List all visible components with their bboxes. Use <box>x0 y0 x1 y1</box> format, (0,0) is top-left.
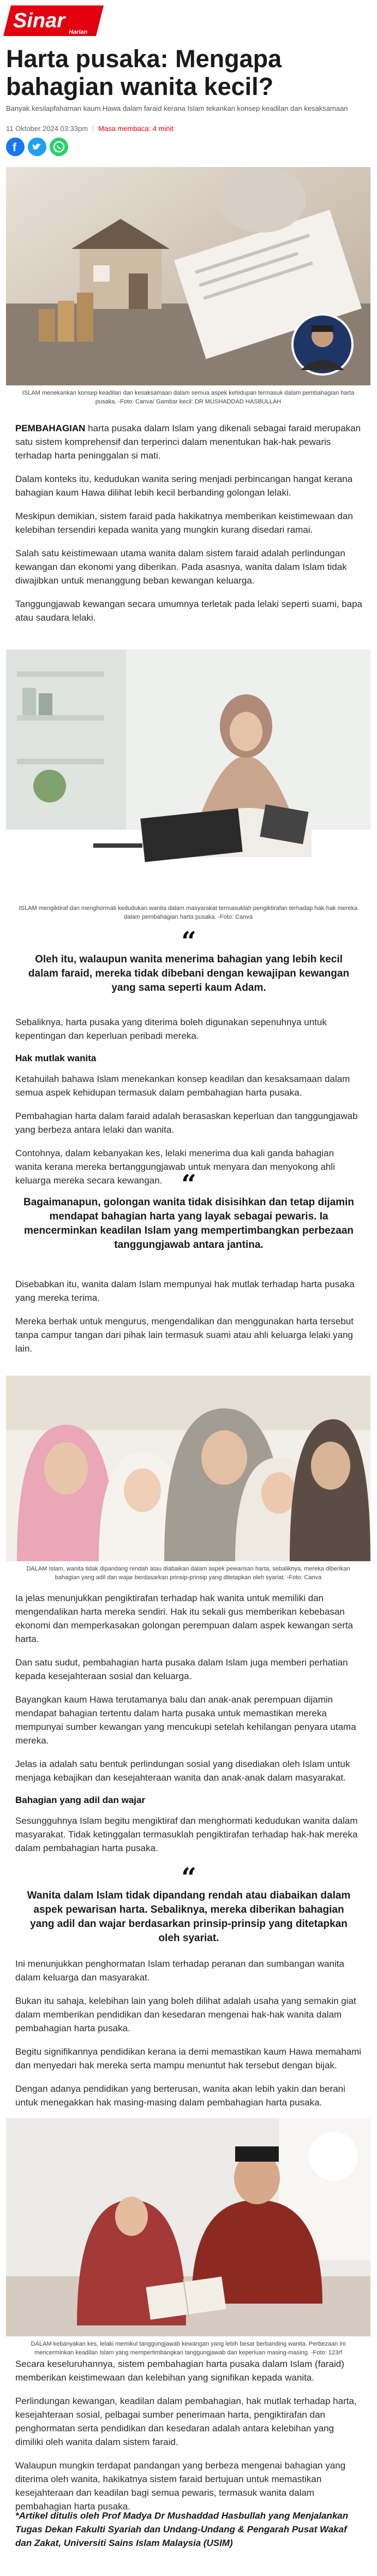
twitter-share-button[interactable] <box>28 138 46 156</box>
paragraph: Contohnya, dalam kebanyakan kes, lelaki menerima dua kali ganda bahagian wanita kerana mereka bertanggungjawab untuk menyara dan menyokong ahli keluarga mereka secara kewangan. <box>15 1148 335 1186</box>
publish-date: 11 Oktober 2024 03:33pm <box>6 124 88 133</box>
body-section-4 <box>15 1591 362 1865</box>
photo-father-daughter-reading <box>6 2118 370 2336</box>
paragraph: Perlindungan kewangan, keadilan dalam pembahagian, hak mutlak terhadap harta, kesejahteraan sosial, pelbagai sumber penerimaan harta, pengiktirafan dan penghormatan serta pendidikan dan kesedaran adalah antara kelebihan yang dimiliki oleh wanita dalam sistem faraid. <box>15 2396 357 2447</box>
paragraph: Dan satu sudut, pembahagian harta pusaka dalam Islam juga memberi perhatian kepada kesejahteraan sosial dan keluarga. <box>15 1657 348 1681</box>
paragraph: Ketahuilah bahawa Islam menekankan konsep keadilan dan kesaksamaan dalam semua aspek kehidupan termasuk dalam pembahagian harta pusaka. <box>15 1074 350 1098</box>
logo-text: Sinar <box>13 9 65 32</box>
sinar-harian-logo[interactable] <box>3 3 104 41</box>
section-heading: Bahagian yang adil dan wajar <box>15 1795 146 1805</box>
pull-quote <box>22 1169 356 1252</box>
paragraph: Sebaliknya, harta pusaka yang diterima boleh digunakan sepenuhnya untuk kepentingan dan keperluan peribadi mereka. <box>15 1017 327 1041</box>
paragraph: PEMBAHAGIAN harta pusaka dalam Islam yang dikenali sebagai faraid merupakan satu sistem komprehensif dan terperinci dalam menentukan hak-hak pewaris terhadap harta peninggalan si mati. <box>15 423 361 461</box>
twitter-icon <box>28 138 46 156</box>
paragraph: Tanggungjawab kewangan secara umumnya terletak pada lelaki seperti suami, bapa atau saudara lelaki. <box>15 599 362 623</box>
pull-quote <box>22 926 356 995</box>
figure-3 <box>6 1376 370 1582</box>
body-section-5 <box>15 1957 362 2119</box>
hero-photo-inheritance <box>6 167 370 385</box>
figure-caption: ISLAM mengiktiraf dan menghormati kedudukan wanita dalam masyarakat termasuklah pengiktirafan terhadap hak-hak mereka dalam pembahagian harta pusaka. -Foto: Canva <box>19 905 358 920</box>
figure-1 <box>6 167 370 406</box>
paragraph: Jelas ia adalah satu bentuk perlindungan sosial yang disediakan oleh Islam untuk menjaga kebajikan dan kesejahteraan wanita dan anak-anak dalam masyarakat. <box>15 1759 350 1783</box>
photo-woman-laptop <box>6 650 370 901</box>
figure-2 <box>6 650 370 921</box>
pull-quote <box>22 1863 356 1946</box>
body-section-3 <box>15 1277 362 1365</box>
figure-caption: DALAM kebanyakan kes, lelaki memikul tanggungjawab kewangan yang lebih besar berbanding wanita. Perbezaan ini mencerminkan keadilan Islam yang mempertimbangkan tanggungjawab dan keperluan masing-masing. -Foto: 123rf <box>31 2341 346 2356</box>
facebook-icon <box>6 138 25 156</box>
body-section-1 <box>15 421 362 634</box>
paragraph: Sesungguhnya Islam begitu mengiktiraf dan menghormati kedudukan wanita dalam masyarakat. Tidak ketinggalan termasuklah pengiktirafan terhadap hak-hak mereka dalam pembahagian harta pusaka. <box>15 1816 358 1853</box>
paragraph: Meskipun demikian, sistem faraid pada hakikatnya memberikan keistimewaan dan kelebihan tersendiri kepada wanita yang mungkin kurang disedari ramai. <box>15 511 353 535</box>
article-title: Harta pusaka: Mengapa bahagian wanita kecil? <box>6 45 282 100</box>
section-heading: Hak mutlak wanita <box>15 1053 97 1063</box>
photo-women-and-children <box>6 1376 370 1561</box>
quote-mark-icon: “ <box>181 1863 196 1893</box>
quote-mark-icon: “ <box>181 1169 196 1200</box>
paragraph: Secara keseluruhannya, sistem pembahagian harta pusaka dalam Islam (faraid) memberikan keistimewaan dan kelebihan yang signifikan kepada wanita. <box>15 2359 344 2383</box>
whatsapp-share-button[interactable] <box>50 138 68 156</box>
paragraph: Ia jelas menunjukkan pengiktirafan terhadap hak wanita untuk memiliki dan mengendalikan harta mereka sendiri. Hak itu sekali gus memberikan kebebasan ekonomi dan memperkasakan golongan perempuan dalam aspek kewangan serta harta. <box>15 1593 353 1644</box>
svg-text:f: f <box>13 141 16 154</box>
paragraph: Ini menunjukkan penghormatan Islam terhadap peranan dan sumbangan wanita dalam keluarga dan masyarakat. <box>15 1959 344 1983</box>
article-lead: Banyak kesilapfahaman kaum Hawa dalam faraid kerana Islam tekankan konsep keadilan dan kesaksamaan <box>6 104 348 112</box>
paragraph: Dengan adanya pendidikan yang berterusan, wanita akan lebih yakin dan berani untuk menegakkan hak masing-masing dalam pembahagian harta pusaka. <box>15 2084 345 2108</box>
figure-caption: DALAM Islam, wanita tidak dipandang rendah atau diabaikan dalam aspek pewarisan harta, sebaliknya, mereka diberikan bahagian yang adil dan wajar berdasarkan prinsip-prinsip yang ditetapkan oleh syariat. -Foto: Canva <box>26 1566 350 1581</box>
paragraph: Salah satu keistimewaan utama wanita dalam sistem faraid adalah perlindungan kewangan dan ekonomi yang diberikan. Pada asasnya, wanita dalam Islam tidak diwajibkan untuk menanggung beban kewangan keluarga. <box>15 548 347 586</box>
whatsapp-icon <box>50 138 68 156</box>
pull-quote-text: Oleh itu, walaupun wanita menerima bahagian yang lebih kecil dalam faraid, mereka tidak dibebani dengan kewajipan kewangan yang sama seperti kaum Adam. <box>28 954 350 993</box>
quote-mark-icon: “ <box>181 926 196 957</box>
logo-subtext: Harian <box>69 29 88 35</box>
pull-quote-text: Wanita dalam Islam tidak dipandang rendah atau diabaikan dalam aspek pewarisan harta. Sebaliknya, mereka diberikan bahagian yang adil dan wajar berdasarkan prinsip-prinsip yang ditetapkan oleh syariat. <box>27 1890 351 1944</box>
figure-caption: ISLAM menekankan konsep keadilan dan kesaksamaan dalam semua aspek kehidupan termasuk dalam pembahagian harta pusaka. -Foto: Canva/ Gambar kecil: DR MUSHADDAD HASBULLAH <box>22 390 355 405</box>
article-meta <box>6 124 173 133</box>
paragraph: Begitu signifikannya pendidikan kerana ia demi memastikan kaum Hawa memahami dan menyedari hak mereka serta mampu menuntut hak tersebut dengan bijak. <box>15 2046 362 2071</box>
author-footnote: *Artikel ditulis oleh Prof Madya Dr Mushaddad Hasbullah yang Menjalankan Tugas Dekan Fakulti Syariah dan Undang-Undang & Pengarah Pusat Wakaf dan Zakat, Universiti Sains Islam Malaysia (USIM) <box>15 2510 349 2548</box>
share-bar <box>6 138 68 157</box>
paragraph: Pembahagian harta dalam faraid adalah berasaskan keperluan dan tanggungjawab yang berbeza antara lelaki dan wanita. <box>15 1111 358 1135</box>
body-section-6 <box>15 2357 362 2523</box>
paragraph: Bayangkan kaum Hawa terutamanya balu dan anak-anak perempuan dijamin mendapat bahagian tertentu dalam harta pusaka untuk memastikan mereka mempunyai sumber kewangan yang mencukupi setelah kehilangan penyara utama mereka. <box>15 1694 356 1746</box>
paragraph: Walaupun mungkin terdapat pandangan yang berbeza mengenai bahagian yang diterima oleh wanita, hakikatnya sistem faraid bertujuan untuk memastikan kesejahteraan dan keadilan bagi semua pewaris, termasuk wanita dalam pembahagian harta pusaka. <box>15 2460 346 2512</box>
pull-quote-text: Bagaimanapun, golongan wanita tidak disisihkan dan tetap dijamin mendapat bahagian harta yang layak sebagai pewaris. Ia mencerminkan keadilan Islam yang mempertimbangkan perbezaan tanggungjawab antara jantina. <box>23 1197 354 1251</box>
paragraph: Disebabkan itu, wanita dalam Islam mempunyai hak mutlak terhadap harta pusaka yang mereka terima. <box>15 1279 355 1303</box>
paragraph: Dalam konteks itu, kedudukan wanita sering menjadi perbincangan hangat kerana bahagian kaum Hawa dilihat lebih kecil berbanding golongan lelaki. <box>15 474 353 498</box>
read-time: Masa membaca: 4 minit <box>98 124 174 133</box>
figure-4 <box>6 2118 370 2357</box>
facebook-share-button[interactable] <box>6 138 25 156</box>
paragraph: Mereka berhak untuk mengurus, mengendalikan dan menggunakan harta tersebut tanpa campur tangan dari pihak lain termasuk suami atau ahli keluarga lelaki yang lain. <box>15 1316 354 1354</box>
paragraph: Bukan itu sahaja, kelebihan lain yang boleh dilihat adalah usaha yang semakin giat dalam memberikan pendidikan dan kesedaran mengenai hak-hak wanita dalam pembahagian harta pusaka. <box>15 1996 356 2033</box>
